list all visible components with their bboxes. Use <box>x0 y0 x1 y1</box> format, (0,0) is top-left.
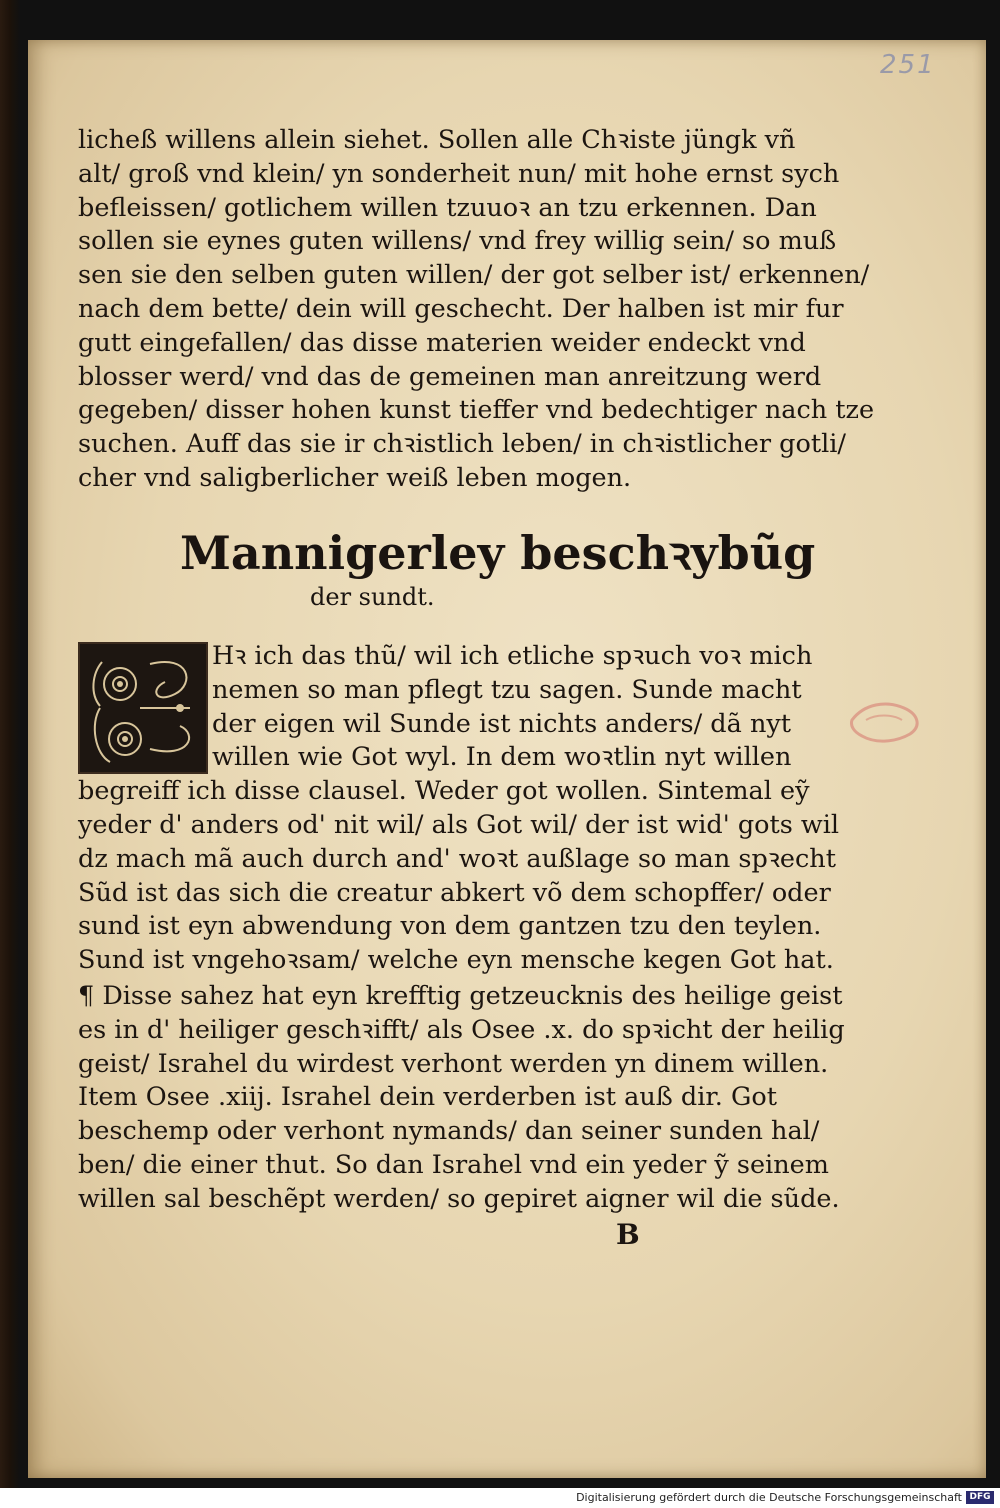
text-line: befleissen/ gotlichem willen tzuuoꝛ an tzu erkennen. Dan <box>78 192 817 223</box>
text-line: begreiff ich disse clausel. Weder got wollen. Sintemal eỹ <box>78 776 810 807</box>
text-line: sund ist eyn abwendung von dem gantzen tzu den teylen. <box>78 911 822 942</box>
text-line: ¶ Disse sahez hat eyn krefftig getzeucknis des heilige geist <box>78 981 843 1011</box>
text-line: lichеß willens allein siehet. Sollen alle Chꝛiste jüngk vñ <box>78 125 796 155</box>
red-stamp-smudge-icon <box>846 690 926 748</box>
text-line: gutt eingefallen/ das disse materien weider endeckt vnd <box>78 327 806 358</box>
text-line: sen sie den selben guten willen/ der got selber ist/ erkennen/ <box>78 260 870 291</box>
paragraph-1 <box>78 124 875 496</box>
heading-title: Mannigerley beschꝛybũg <box>180 526 816 580</box>
text-line: Sund ist vngehoꝛsam/ welche eyn mensche kegen Got hat. <box>78 945 834 976</box>
text-line: blosser werd/ vnd das de gemeinen man anreitzung werd <box>78 361 822 392</box>
text-line: der eigen wil Sunde ist nichts anders/ dã nyt <box>212 708 792 739</box>
text-line: suchen. Auff das sie ir chꝛistlich leben/ in chꝛistlicher gotli/ <box>78 429 846 460</box>
text-line: Sũd ist das sich die creatur abkert võ dem schopffer/ oder <box>78 877 831 908</box>
folio-number: 251 <box>880 50 936 80</box>
section-heading <box>180 525 816 613</box>
paragraph-2 <box>78 640 840 978</box>
text-line: Hꝛ ich das thũ/ wil ich etliche spꝛuch voꝛ mich <box>212 641 813 671</box>
text-line: willen sal beschẽpt werden/ so gepiret aigner wil die sũde. <box>78 1183 840 1214</box>
text-line: gegeben/ disser hohen kunst tieffer vnd bedechtiger nach tze <box>78 395 875 426</box>
text-line: es in d' heiliger geschꝛifft/ als Osee .x. do spꝛicht der heilig <box>78 1014 845 1045</box>
heading-subtitle: der sundt. <box>310 583 435 611</box>
text-line: cher vnd saligberlicher weiß leben mogen. <box>78 462 632 493</box>
footer-bar <box>0 1488 1000 1508</box>
text-line: beschemp oder verhont nymands/ dan seiner sunden hal/ <box>78 1116 820 1147</box>
text-line: alt/ groß vnd klein/ yn sonderheit nun/ mit hohe ernst sych <box>78 158 840 189</box>
text-line: sollen sie eynes guten willens/ vnd frey willig sein/ so muß <box>78 226 837 257</box>
text-line: nemen so man pflegt tzu sagen. Sunde macht <box>212 674 802 705</box>
signature-mark: B <box>616 1218 640 1251</box>
text-line: Item Osee .xiij. Israhel dein verderben ist auß dir. Got <box>78 1082 777 1113</box>
text-line: nach dem bette/ dein will geschecht. Der halben ist mir fur <box>78 293 844 324</box>
paragraph-3 <box>78 980 845 1217</box>
text-line: willen wie Got wyl. In dem woꝛtlin nyt willen <box>212 742 792 773</box>
text-line: yeder d' anders od' nit wil/ als Got wil/ der ist wid' gots wil <box>78 809 840 840</box>
footer-credit: Digitalisierung gefördert durch die Deutsche Forschungsgemeinschaft <box>576 1491 962 1504</box>
dfg-logo: DFG <box>966 1491 994 1504</box>
text-line: ben/ die einer thut. So dan Israhel vnd ein yeder ỹ seinem <box>78 1149 829 1180</box>
text-line: geist/ Israhel du wirdest verhont werden yn dinem willen. <box>78 1048 829 1079</box>
text-line: dz mach mã auch durch and' woꝛt außlage so man spꝛecht <box>78 843 836 874</box>
